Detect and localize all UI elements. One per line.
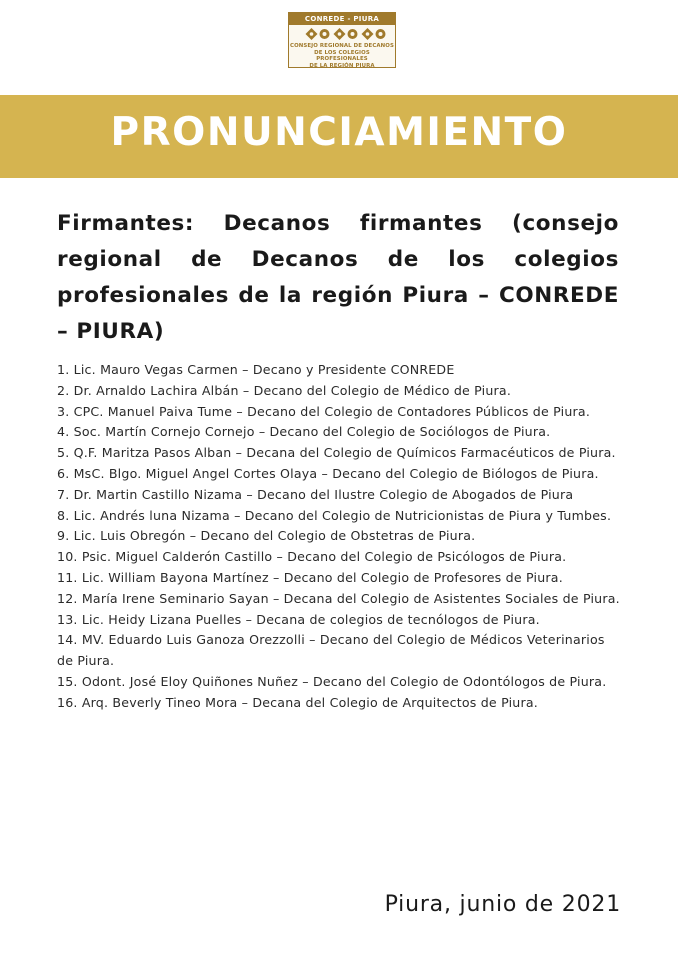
logo-emblems-icon <box>289 27 395 41</box>
list-item: 7. Dr. Martin Castillo Nizama – Decano del Ilustre Colegio de Abogados de Piura <box>57 486 574 502</box>
list-item: 11. Lic. William Bayona Martínez – Decano del Colegio de Profesores de Piura. <box>57 569 563 585</box>
list-item: 12. María Irene Seminario Sayan – Decana del Colegio de Asistentes Sociales de Piura. <box>57 590 620 606</box>
list-item: 2. Dr. Arnaldo Lachira Albán – Decano del Colegio de Médico de Piura. <box>57 382 512 398</box>
signatories-list <box>57 360 622 714</box>
logo-line: DE LOS COLEGIOS PROFESIONALES <box>314 49 370 63</box>
list-item: 14. MV. Eduardo Luis Ganoza Orezzolli – Decano del Colegio de Médicos Veterinarios de Piura. <box>57 632 605 669</box>
list-item: 8. Lic. Andrés luna Nizama – Decano del Colegio de Nutricionistas de Piura y Tumbes. <box>57 507 612 523</box>
conrede-logo <box>288 12 396 68</box>
list-item: 5. Q.F. Maritza Pasos Alban – Decana del Colegio de Químicos Farmacéuticos de Piura. <box>57 445 616 461</box>
logo-top-label: CONREDE - PIURA <box>289 13 395 25</box>
list-item: 15. Odont. José Eloy Quiñones Nuñez – Decano del Colegio de Odontólogos de Piura. <box>57 673 607 689</box>
list-item: 16. Arq. Beverly Tineo Mora – Decana del Colegio de Arquitectos de Piura. <box>57 694 538 710</box>
logo-line: CONSEJO REGIONAL DE DECANOS <box>290 43 394 49</box>
list-item: 4. Soc. Martín Cornejo Cornejo – Decano del Colegio de Sociólogos de Piura. <box>57 424 551 440</box>
logo-line: DE LA REGIÓN PIURA <box>309 62 375 69</box>
list-item: 1. Lic. Mauro Vegas Carmen – Decano y Presidente CONREDE <box>57 362 455 377</box>
place-date: Piura, junio de 2021 <box>384 892 621 917</box>
list-item: 6. MsC. Blgo. Miguel Angel Cortes Olaya – Decano del Colegio de Biólogos de Piura. <box>57 465 599 481</box>
list-item: 10. Psic. Miguel Calderón Castillo – Decano del Colegio de Psicólogos de Piura. <box>57 549 567 565</box>
signatories-heading: Firmantes: Decanos firmantes (consejo regional de Decanos de los colegios profesionales de la región Piura – CONREDE – PIURA) <box>57 211 619 344</box>
list-item: 9. Lic. Luis Obregón – Decano del Colegio de Obstetras de Piura. <box>57 528 476 544</box>
list-item: 13. Lic. Heidy Lizana Puelles – Decana de colegios de tecnólogos de Piura. <box>57 611 540 627</box>
title-banner <box>0 95 678 178</box>
page-title: PRONUNCIAMIENTO <box>110 110 568 155</box>
logo-text <box>289 43 395 69</box>
list-item: 3. CPC. Manuel Paiva Tume – Decano del Colegio de Contadores Públicos de Piura. <box>57 403 591 419</box>
